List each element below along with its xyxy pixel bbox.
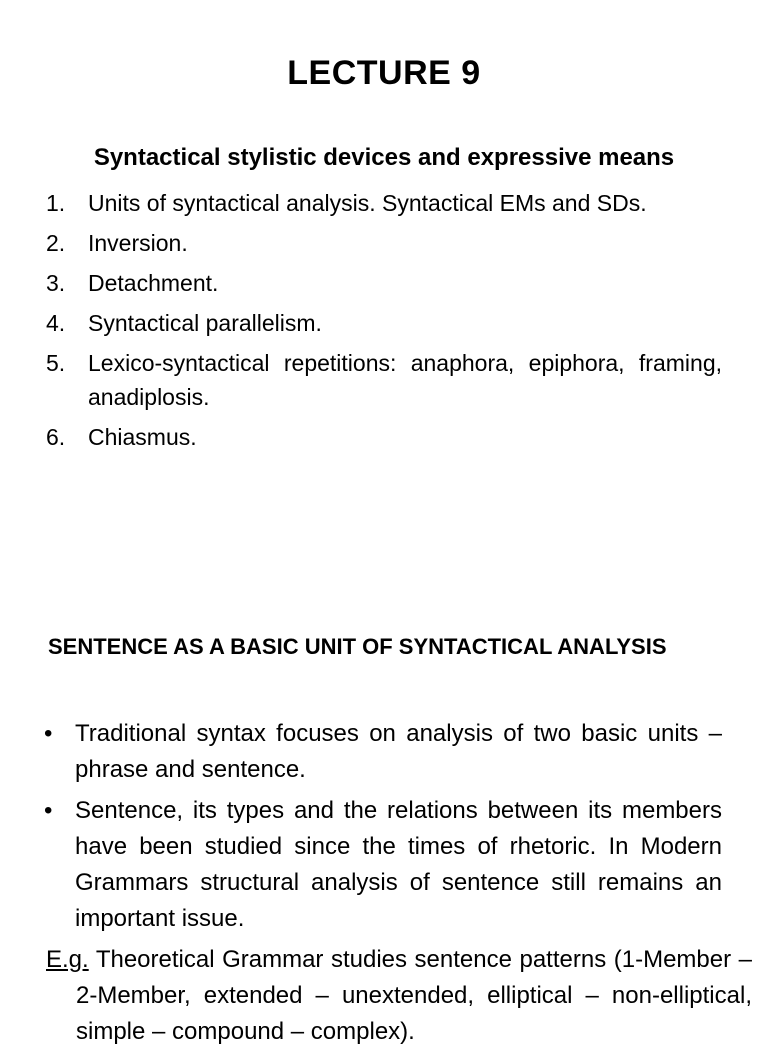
- bullet-list: [44, 716, 722, 942]
- topic-item: [46, 266, 722, 300]
- topic-text: Units of syntactical analysis. Syntactical EMs and SDs.: [88, 190, 647, 216]
- bullet-marker: •: [44, 720, 53, 747]
- section-heading: SENTENCE AS A BASIC UNIT OF SYNTACTICAL ANALYSIS: [48, 634, 667, 659]
- bullet-item: [44, 716, 722, 788]
- topic-text: Chiasmus.: [88, 424, 197, 450]
- bullet-text: Traditional syntax focuses on analysis of two basic units – phrase and sentence.: [75, 720, 722, 783]
- example-paragraph: [46, 942, 752, 1050]
- topic-item: [46, 186, 722, 220]
- topic-number: 6.: [46, 424, 66, 450]
- topic-number: 2.: [46, 230, 66, 256]
- topic-number: 3.: [46, 270, 66, 296]
- bullet-marker: •: [44, 797, 53, 824]
- topic-item: [46, 420, 722, 454]
- topic-text: Syntactical parallelism.: [88, 310, 322, 336]
- topic-text: Detachment.: [88, 270, 219, 296]
- topic-number: 5.: [46, 350, 66, 376]
- lecture-title: LECTURE 9: [287, 54, 481, 92]
- topic-text: Lexico-syntactical repetitions: anaphora, epiphora, framing, anadiplosis.: [88, 350, 722, 410]
- topic-number: 4.: [46, 310, 66, 336]
- example-label: E.g.: [46, 946, 89, 973]
- topic-number: 1.: [46, 190, 66, 216]
- bullet-text: Sentence, its types and the relations between its members have been studied since the times of rhetoric. In Modern Grammars structural analysis of sentence still remains an important issue.: [75, 797, 722, 932]
- topic-item: [46, 226, 722, 260]
- topic-item: [46, 306, 722, 340]
- topics-list: [46, 186, 722, 460]
- bullet-item: [44, 793, 722, 937]
- topic-text: Inversion.: [88, 230, 188, 256]
- topic-item: [46, 346, 722, 414]
- lecture-subtitle: Syntactical stylistic devices and expressive means: [93, 144, 675, 171]
- example-text: Theoretical Grammar studies sentence patterns (1-Member – 2-Member, extended – unextended, elliptical – non-elliptical, simple – compound – complex).: [76, 946, 752, 1045]
